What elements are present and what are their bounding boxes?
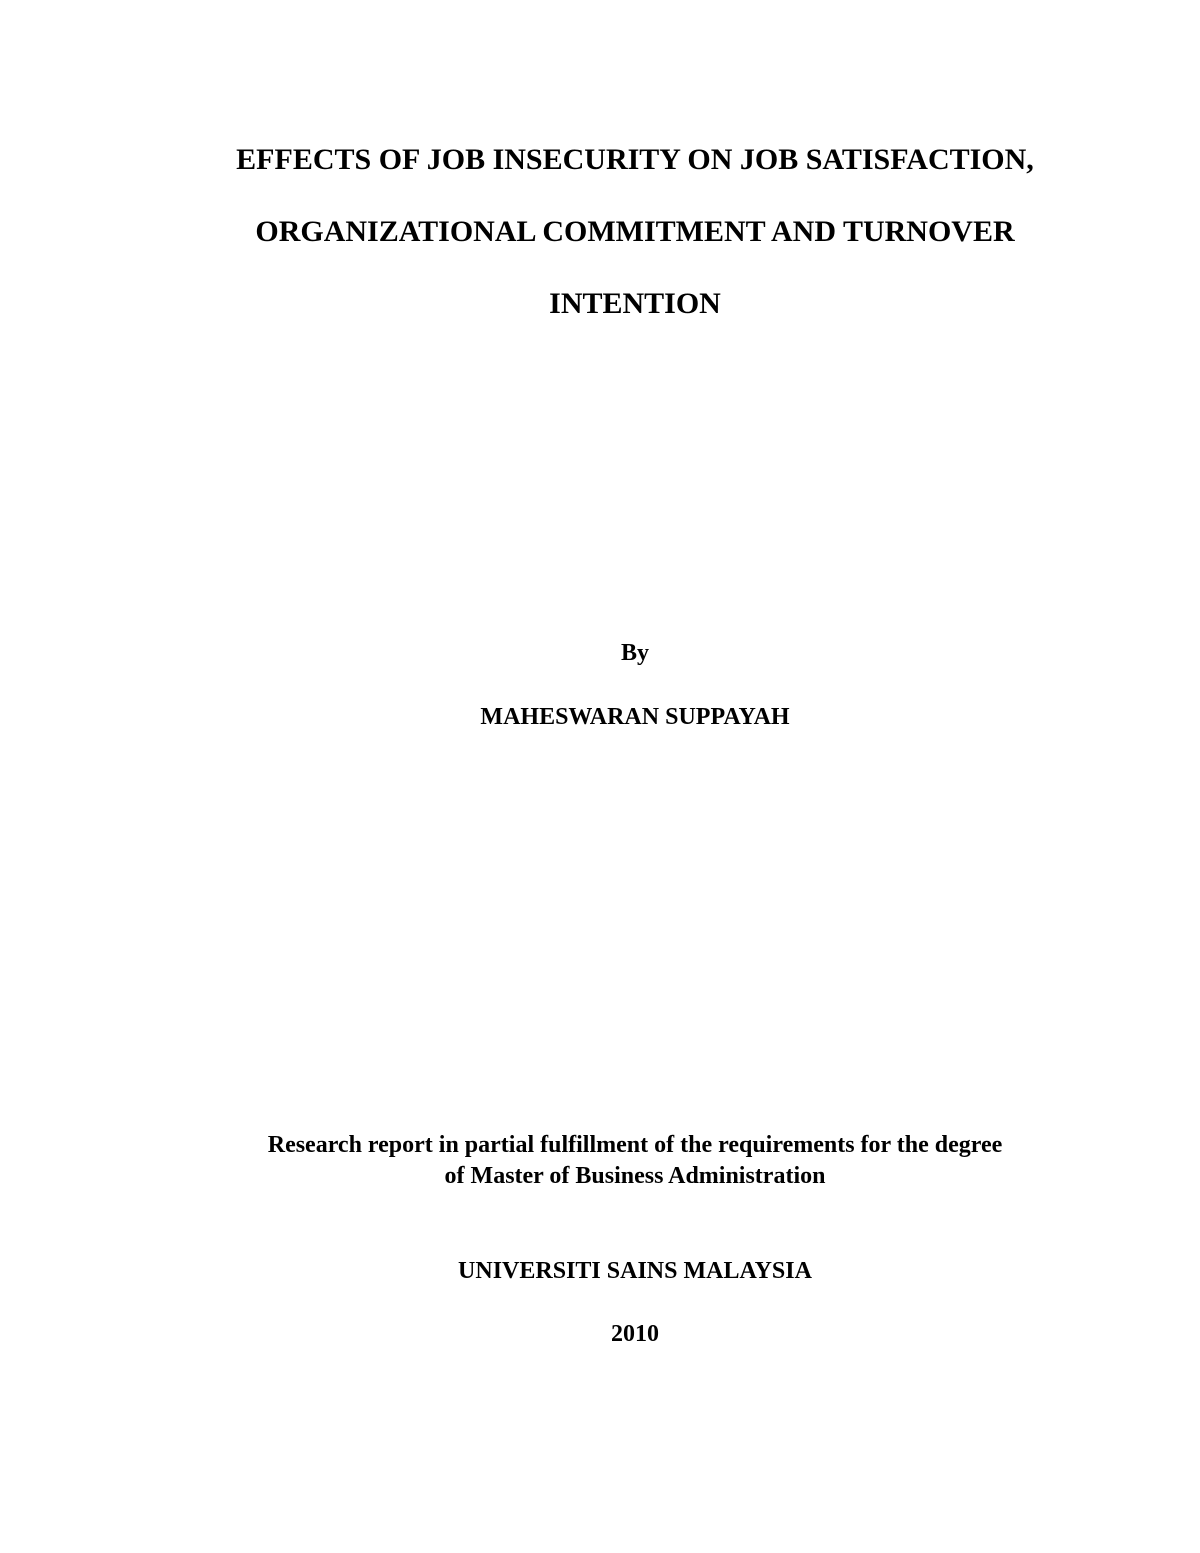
thesis-title-line-2: ORGANIZATIONAL COMMITMENT AND TURNOVER bbox=[255, 215, 1015, 248]
university-name: UNIVERSITI SAINS MALAYSIA bbox=[458, 1258, 812, 1284]
publication-year: 2010 bbox=[611, 1321, 659, 1347]
author-name: MAHESWARAN SUPPAYAH bbox=[480, 704, 790, 730]
thesis-title-line-1: EFFECTS OF JOB INSECURITY ON JOB SATISFACTION, bbox=[236, 143, 1034, 176]
thesis-title-line-3: INTENTION bbox=[549, 287, 721, 320]
by-label: By bbox=[620, 640, 649, 666]
degree-statement-line-2: of Master of Business Administration bbox=[444, 1163, 826, 1189]
degree-statement-line-1: Research report in partial fulfillment of the requirements for the degree bbox=[267, 1132, 1003, 1158]
